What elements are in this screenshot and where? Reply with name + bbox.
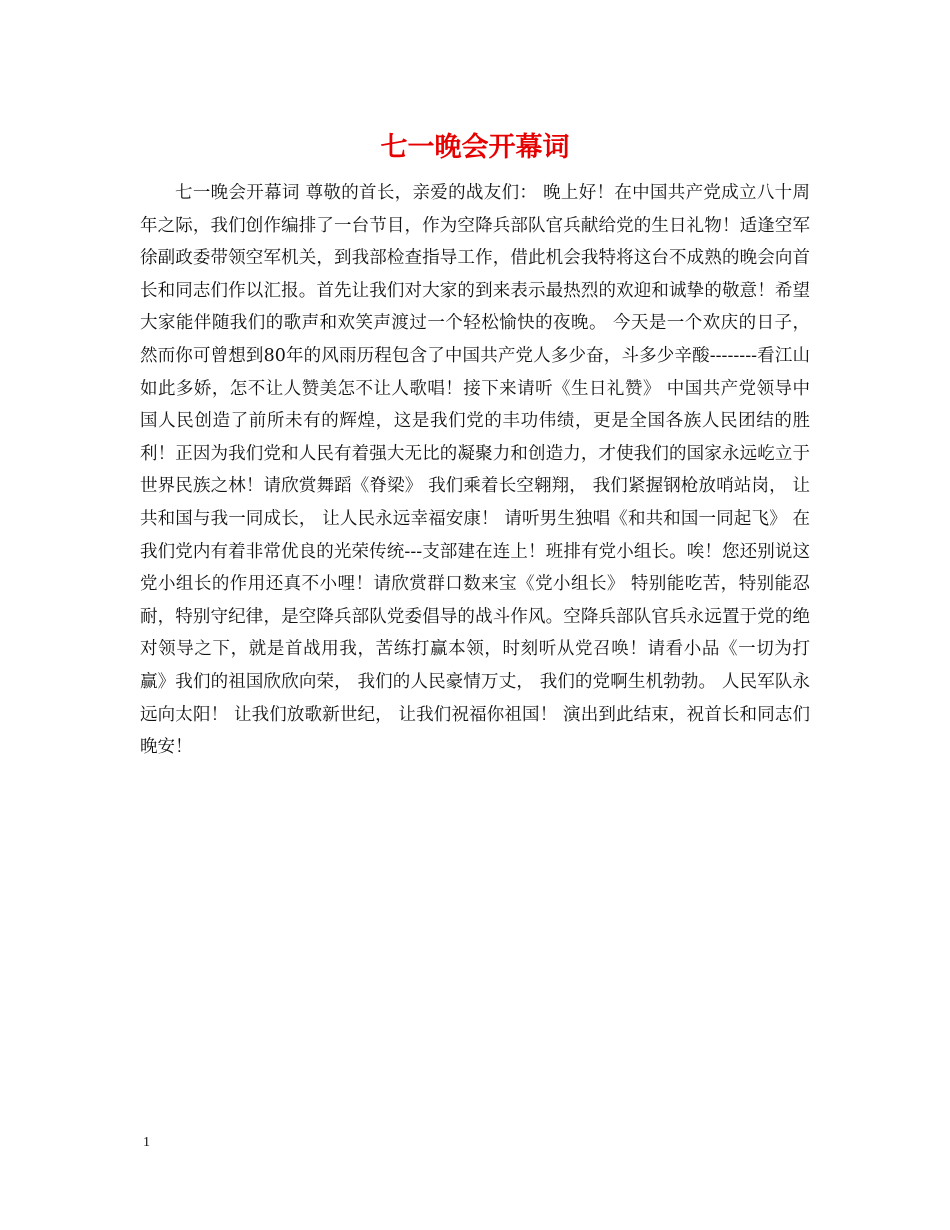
document-title: 七一晚会开幕词 [380, 132, 570, 163]
page-number: 1 [143, 1135, 150, 1150]
document-body-paragraph: 七一晚会开幕词 尊敬的首长，亲爱的战友们： 晚上好！在中国共产党成立八十周年之际，我们创作编排了一台节目，作为空降兵部队官兵献给党的生日礼物！适逢空军徐副政委带领空军机关，到我部检查指导工作，借此机会我特将这台不成熟的晚会向首长和同志们作以汇报。首先让我们对大家的到来表示最热烈的欢迎和诚挚的敬意！希望大家能伴随我们的歌声和欢笑声渡过一个轻松愉快的夜晚。 今天是一个欢庆的日子，然而你可曾想到80年的风雨历程包含了中国共产党人多少奋，斗多少辛酸--------看江山如此多娇，怎不让人赞美怎不让人歌唱！接下来请听《生日礼赞》 中国共产党领导中国人民创造了前所未有的辉煌，这是我们党的丰功伟绩，更是全国各族人民团结的胜利！正因为我们党和人民有着强大无比的凝聚力和创造力，才使我们的国家永远屹立于世界民族之林！请欣赏舞蹈《脊梁》 我们乘着长空翱翔， 我们紧握钢枪放哨站岗， 让共和国与我一同成长， 让人民永远幸福安康！ 请听男生独唱《和共和国一同起飞》 在我们党内有着非常优良的光荣传统---支部建在连上！班排有党小组长。唉！您还别说这党小组长的作用还真不小哩！请欣赏群口数来宝《党小组长》 特别能吃苦，特别能忍耐，特别守纪律，是空降兵部队党委倡导的战斗作风。空降兵部队官兵永远置于党的绝对领导之下，就是首战用我，苦练打赢本领，时刻听从党召唤！请看小品《一切为打赢》我们的祖国欣欣向荣， 我们的人民豪情万丈， 我们的党啊生机勃勃。 人民军队永远向太阳！ 让我们放歌新世纪， 让我们祝福你祖国！ 演出到此结束，祝首长和同志们晚安！ [140, 183, 810, 758]
